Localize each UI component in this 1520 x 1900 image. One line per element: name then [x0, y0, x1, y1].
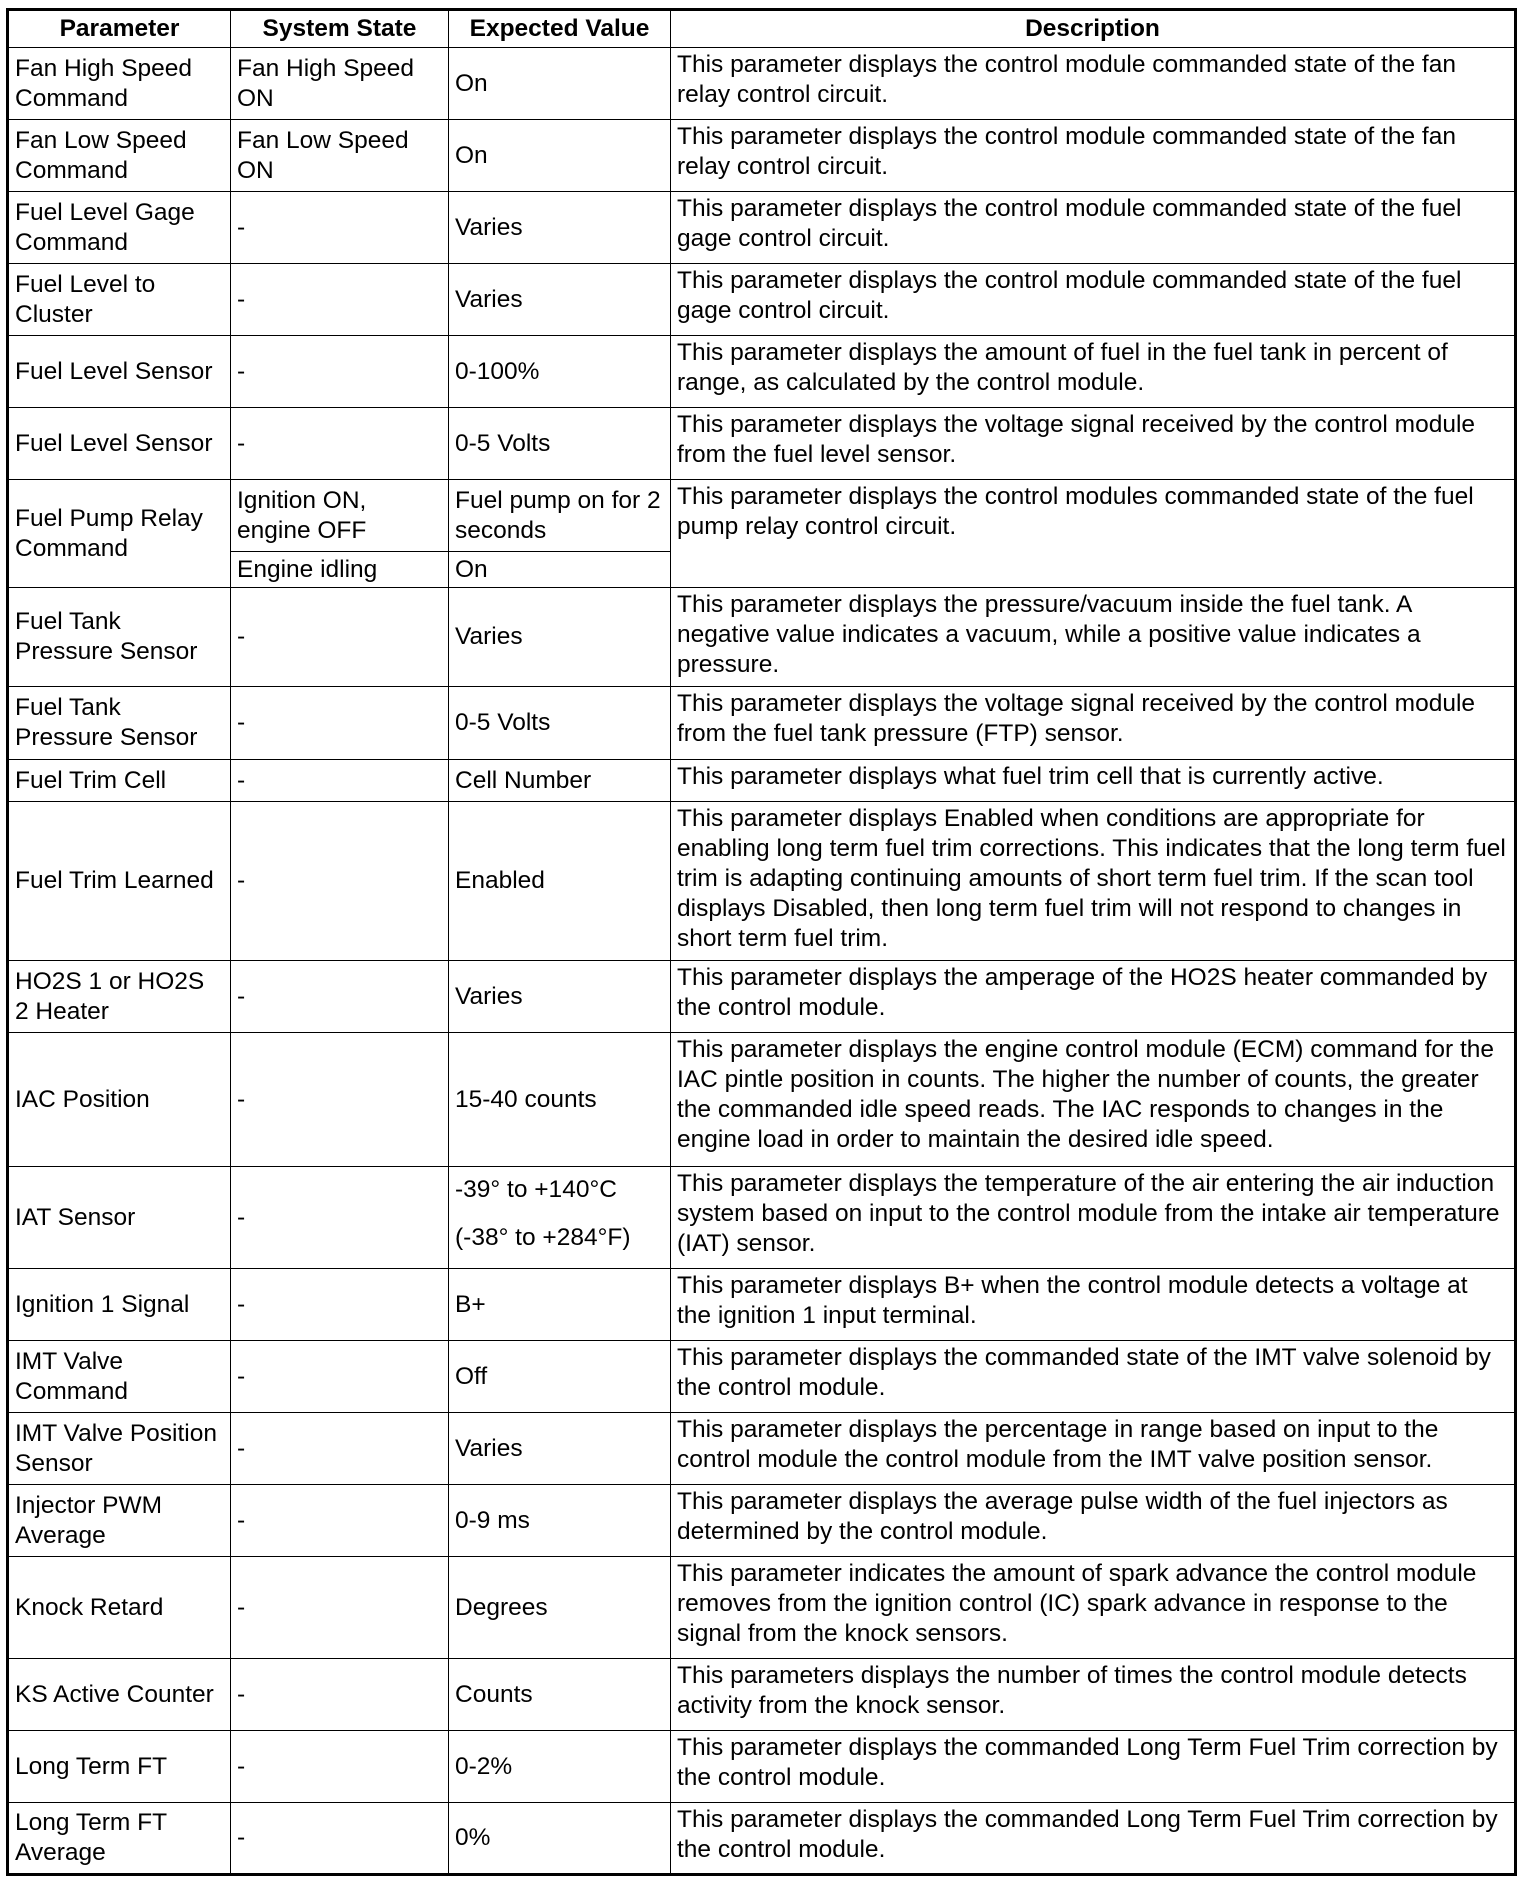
- table-row: [8, 1033, 1516, 1167]
- cell-description: This parameter displays the temperature of the air entering the air induction system based on input to the control module from the intake air temperature (IAT) sensor.: [671, 1167, 1516, 1269]
- cell-parameter: Long Term FT: [8, 1731, 231, 1803]
- table-row: [8, 120, 1516, 192]
- cell-parameter: Long Term FT Average: [8, 1803, 231, 1875]
- cell-expected-value: 0-2%: [449, 1731, 671, 1803]
- cell-system-state: Fan High Speed ON: [231, 48, 449, 120]
- cell-system-state: -: [231, 1557, 449, 1659]
- cell-expected-value: Varies: [449, 1413, 671, 1485]
- cell-system-state: -: [231, 336, 449, 408]
- table-row: [8, 264, 1516, 336]
- cell-description: This parameter displays the control module commanded state of the fan relay control circuit.: [671, 120, 1516, 192]
- table-row: [8, 687, 1516, 760]
- cell-expected-value: 0-5 Volts: [449, 408, 671, 480]
- table-row: [8, 760, 1516, 802]
- cell-system-state: -: [231, 192, 449, 264]
- cell-parameter: HO2S 1 or HO2S 2 Heater: [8, 961, 231, 1033]
- cell-description: This parameter displays the commanded Long Term Fuel Trim correction by the control module.: [671, 1803, 1516, 1875]
- table-row: [8, 1341, 1516, 1413]
- cell-parameter: Fuel Tank Pressure Sensor: [8, 687, 231, 760]
- table-row: [8, 802, 1516, 961]
- cell-expected-value: 0-5 Volts: [449, 687, 671, 760]
- table-row: [8, 192, 1516, 264]
- cell-description: This parameter displays the voltage signal received by the control module from the fuel level sensor.: [671, 408, 1516, 480]
- table-row: [8, 48, 1516, 120]
- cell-expected-value: Degrees: [449, 1557, 671, 1659]
- cell-description: This parameter displays the control module commanded state of the fan relay control circuit.: [671, 48, 1516, 120]
- cell-system-state: -: [231, 1659, 449, 1731]
- cell-description: This parameter displays the engine control module (ECM) command for the IAC pintle position in counts. The higher the number of counts, the greater the commanded idle speed reads. The IAC responds to changes in the engine load in order to maintain the desired idle speed.: [671, 1033, 1516, 1167]
- table-row: [8, 408, 1516, 480]
- cell-system-state: -: [231, 687, 449, 760]
- cell-system-state: -: [231, 1269, 449, 1341]
- cell-system-state: -: [231, 1341, 449, 1413]
- cell-description: This parameter displays the commanded Long Term Fuel Trim correction by the control module.: [671, 1731, 1516, 1803]
- cell-system-state: Engine idling: [231, 552, 449, 588]
- cell-description: This parameter displays the commanded state of the IMT valve solenoid by the control module.: [671, 1341, 1516, 1413]
- cell-description: This parameter displays what fuel trim cell that is currently active.: [671, 760, 1516, 802]
- cell-system-state: -: [231, 264, 449, 336]
- cell-expected-value: Fuel pump on for 2 seconds: [449, 480, 671, 552]
- parameter-table: [6, 8, 1517, 1876]
- expected-value-fahrenheit: (-38° to +284°F): [455, 1224, 631, 1251]
- table-row: [8, 1413, 1516, 1485]
- cell-system-state: -: [231, 961, 449, 1033]
- cell-parameter: Ignition 1 Signal: [8, 1269, 231, 1341]
- cell-expected-value: 0-9 ms: [449, 1485, 671, 1557]
- cell-expected-value: Varies: [449, 264, 671, 336]
- cell-expected-value: 0%: [449, 1803, 671, 1875]
- table-row: [8, 1557, 1516, 1659]
- cell-parameter: Fuel Pump Relay Command: [8, 480, 231, 588]
- table-row: [8, 336, 1516, 408]
- header-description: Description: [671, 10, 1516, 48]
- cell-system-state: -: [231, 760, 449, 802]
- table-row: [8, 588, 1516, 687]
- cell-description: This parameter displays the amperage of the HO2S heater commanded by the control module.: [671, 961, 1516, 1033]
- table-row: [8, 1167, 1516, 1269]
- cell-parameter: IMT Valve Position Sensor: [8, 1413, 231, 1485]
- cell-parameter: Injector PWM Average: [8, 1485, 231, 1557]
- cell-parameter: Fuel Trim Cell: [8, 760, 231, 802]
- cell-expected-value: On: [449, 120, 671, 192]
- cell-system-state: Ignition ON, engine OFF: [231, 480, 449, 552]
- cell-system-state: -: [231, 408, 449, 480]
- cell-description: This parameter displays the voltage signal received by the control module from the fuel tank pressure (FTP) sensor.: [671, 687, 1516, 760]
- cell-description: This parameter displays the average pulse width of the fuel injectors as determined by the control module.: [671, 1485, 1516, 1557]
- table-row: [8, 1269, 1516, 1341]
- cell-description: This parameter displays the percentage in range based on input to the control module the control module from the IMT valve position sensor.: [671, 1413, 1516, 1485]
- cell-description: This parameter displays the control module commanded state of the fuel gage control circuit.: [671, 264, 1516, 336]
- cell-parameter: Fan Low Speed Command: [8, 120, 231, 192]
- table-row: [8, 480, 1516, 552]
- cell-parameter: Fuel Trim Learned: [8, 802, 231, 961]
- cell-parameter: Fuel Level Sensor: [8, 408, 231, 480]
- cell-expected-value: B+: [449, 1269, 671, 1341]
- cell-description: This parameter displays the pressure/vacuum inside the fuel tank. A negative value indicates a vacuum, while a positive value indicates a pressure.: [671, 588, 1516, 687]
- cell-description: This parameter displays the amount of fuel in the fuel tank in percent of range, as calculated by the control module.: [671, 336, 1516, 408]
- cell-expected-value: Off: [449, 1341, 671, 1413]
- cell-system-state: -: [231, 1485, 449, 1557]
- cell-parameter: Fuel Level to Cluster: [8, 264, 231, 336]
- cell-expected-value: [449, 1167, 671, 1269]
- header-system-state: System State: [231, 10, 449, 48]
- expected-value-celsius: -39° to +140°C: [455, 1176, 617, 1203]
- cell-system-state: -: [231, 1803, 449, 1875]
- cell-parameter: IMT Valve Command: [8, 1341, 231, 1413]
- cell-expected-value: Enabled: [449, 802, 671, 961]
- cell-parameter: KS Active Counter: [8, 1659, 231, 1731]
- cell-system-state: Fan Low Speed ON: [231, 120, 449, 192]
- cell-system-state: -: [231, 1413, 449, 1485]
- header-expected-value: Expected Value: [449, 10, 671, 48]
- header-parameter: Parameter: [8, 10, 231, 48]
- cell-parameter: Knock Retard: [8, 1557, 231, 1659]
- table-header-row: [8, 10, 1516, 48]
- table-row: [8, 1485, 1516, 1557]
- cell-expected-value: Varies: [449, 192, 671, 264]
- table-row: [8, 961, 1516, 1033]
- cell-parameter: Fuel Level Sensor: [8, 336, 231, 408]
- cell-description: This parameter displays the control module commanded state of the fuel gage control circuit.: [671, 192, 1516, 264]
- cell-parameter: Fan High Speed Command: [8, 48, 231, 120]
- cell-expected-value: On: [449, 48, 671, 120]
- cell-expected-value: Varies: [449, 961, 671, 1033]
- cell-expected-value: Counts: [449, 1659, 671, 1731]
- cell-system-state: -: [231, 588, 449, 687]
- cell-system-state: -: [231, 1731, 449, 1803]
- table-row: [8, 1659, 1516, 1731]
- table-row: [8, 1731, 1516, 1803]
- cell-description: This parameter indicates the amount of spark advance the control module removes from the ignition control (IC) spark advance in response to the signal from the knock sensors.: [671, 1557, 1516, 1659]
- cell-expected-value: Varies: [449, 588, 671, 687]
- table-row: [8, 1803, 1516, 1875]
- cell-system-state: -: [231, 1033, 449, 1167]
- cell-expected-value: 15-40 counts: [449, 1033, 671, 1167]
- cell-expected-value: Cell Number: [449, 760, 671, 802]
- cell-system-state: -: [231, 1167, 449, 1269]
- cell-parameter: IAC Position: [8, 1033, 231, 1167]
- cell-expected-value: On: [449, 552, 671, 588]
- cell-parameter: IAT Sensor: [8, 1167, 231, 1269]
- cell-parameter: Fuel Level Gage Command: [8, 192, 231, 264]
- cell-expected-value: 0-100%: [449, 336, 671, 408]
- cell-system-state: -: [231, 802, 449, 961]
- cell-description: This parameters displays the number of times the control module detects activity from the knock sensor.: [671, 1659, 1516, 1731]
- cell-description: This parameter displays the control modules commanded state of the fuel pump relay control circuit.: [671, 480, 1516, 588]
- cell-description: This parameter displays B+ when the control module detects a voltage at the ignition 1 input terminal.: [671, 1269, 1516, 1341]
- cell-parameter: Fuel Tank Pressure Sensor: [8, 588, 231, 687]
- cell-description: This parameter displays Enabled when conditions are appropriate for enabling long term fuel trim corrections. This indicates that the long term fuel trim is adapting continuing amounts of short term fuel trim. If the scan tool displays Disabled, then long term fuel trim will not respond to changes in short term fuel trim.: [671, 802, 1516, 961]
